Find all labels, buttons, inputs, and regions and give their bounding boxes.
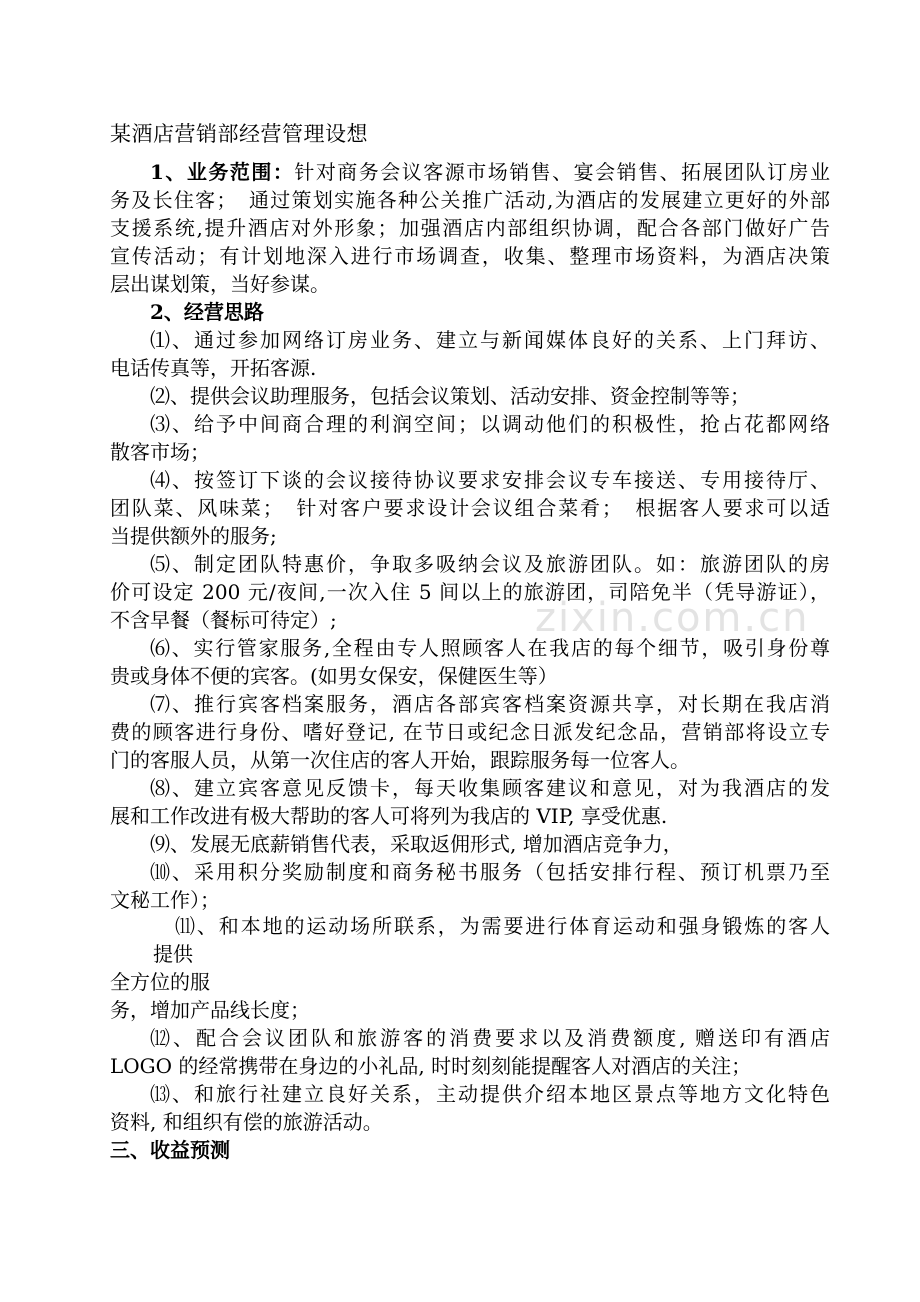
item-4-line-2: 团队菜、风味菜； 针对客户要求设计会议组合菜肴； 根据客人要求可以适 [110, 496, 830, 520]
item-1-line-1: ⑴、通过参加网络订房业务、建立与新闻媒体良好的关系、上门拜访、 [150, 328, 830, 352]
item-4-line-1: ⑷、按签订下谈的会议接待协议要求安排会议专车接送、专用接待厅、 [150, 468, 830, 492]
item-13-line-1: ⒀、和旅行社建立良好关系，主动提供介绍本地区景点等地方文化特色 [150, 1082, 830, 1106]
item-11-line-3: 全方位的服 [110, 970, 210, 994]
item-5-line-2: 价可设定 200 元/夜间,一次入住 5 间以上的旅游团，司陪免半（凭导游证）， [110, 580, 830, 604]
item-6-line-2: 贵或身体不便的宾客。(如男女保安，保健医生等） [110, 664, 558, 688]
item-9-line-1: ⑼、发展无底薪销售代表，采取返佣形式, 增加酒店竞争力， [150, 832, 683, 856]
section-1-line-4: 宣传活动；有计划地深入进行市场调查，收集、整理市场资料，为酒店决策 [110, 244, 830, 268]
item-6-line-1: ⑹、实行管家服务,全程由专人照顾客人在我店的每个细节，吸引身份尊 [150, 636, 830, 660]
section-1-heading: 1、业务范围： [150, 160, 295, 184]
doc-title: 某酒店营销部经营管理设想 [110, 122, 368, 146]
item-10-line-2: 文秘工作）； [110, 888, 220, 912]
item-7-line-3: 门的客服人员，从第一次住店的客人开始，跟踪服务每一位客人。 [110, 748, 690, 772]
item-3-line-2: 散客市场； [110, 440, 210, 464]
item-7-line-2: 费的顾客进行身份、嗜好登记, 在节日或纪念日派发纪念品，营销部将设立专 [110, 720, 830, 744]
item-7-line-1: ⑺、推行宾客档案服务，酒店各部宾客档案资源共享，对长期在我店消 [150, 692, 830, 716]
item-8-line-2: 展和工作改进有极大帮助的客人可将列为我店的 VIP, 享受优惠. [110, 804, 668, 828]
section-2-heading: 2、经营思路 [150, 300, 264, 324]
item-11-line-1: ⑾、和本地的运动场所联系，为需要进行体育运动和强身锻炼的客人 [175, 914, 830, 938]
item-3-line-1: ⑶、给予中间商合理的利润空间；以调动他们的积极性，抢占花都网络 [150, 412, 830, 436]
section-1-text: 针对商务会议客源市场销售、宴会销售、拓展团队订房业 [294, 160, 831, 184]
item-10-line-1: ⑽、采用积分奖励制度和商务秘书服务（包括安排行程、预订机票乃至 [150, 860, 830, 884]
section-1-line-1 [150, 158, 830, 186]
item-8-line-1: ⑻、建立宾客意见反馈卡，每天收集顾客建议和意见，对为我酒店的发 [150, 776, 830, 800]
item-5-line-3: 不含早餐（餐标可待定）; [110, 608, 337, 632]
section-1-line-3: 支援系统,提升酒店对外形象；加强酒店内部组织协调，配合各部门做好广告 [110, 216, 830, 240]
item-5-line-1: ⑸、制定团队特惠价，争取多吸纳会议及旅游团队。如：旅游团队的房 [150, 552, 830, 576]
section-3-heading: 三、收益预测 [110, 1138, 230, 1162]
item-11-line-4: 务，增加产品线长度； [110, 998, 310, 1022]
item-1-line-2: 电话传真等，开拓客源. [110, 356, 317, 380]
item-11-line-2: 提供 [153, 942, 193, 966]
item-2-line-1: ⑵、提供会议助理服务，包括会议策划、活动安排、资金控制等等； [150, 384, 750, 408]
item-4-line-3: 当提供额外的服务; [110, 524, 277, 548]
watermark: zixin.com.cn [535, 595, 810, 641]
item-13-line-2: 资料, 和组织有偿的旅游活动。 [110, 1110, 383, 1134]
item-12-line-1: ⑿、配合会议团队和旅游客的消费要求以及消费额度, 赠送印有酒店 [150, 1026, 830, 1050]
section-1-line-2: 务及长住客； 通过策划实施各种公关推广活动,为酒店的发展建立更好的外部 [110, 188, 830, 212]
item-12-line-2: LOGO 的经常携带在身边的小礼品, 时时刻刻能提醒客人对酒店的关注； [110, 1054, 752, 1078]
section-1-line-5: 层出谋划策，当好参谋。 [110, 272, 330, 296]
